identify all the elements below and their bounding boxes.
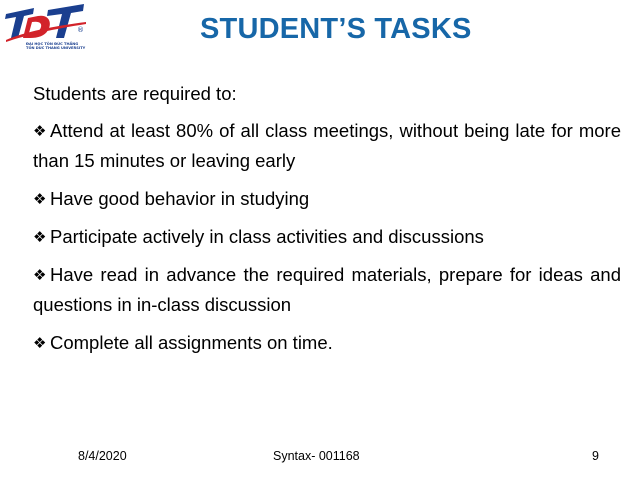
task-item bbox=[33, 116, 621, 176]
task-text: Complete all assignments on time. bbox=[50, 332, 333, 353]
task-item bbox=[33, 260, 621, 320]
task-item bbox=[33, 222, 621, 252]
task-item bbox=[33, 184, 621, 214]
task-text: Participate actively in class activities and discussions bbox=[50, 226, 484, 247]
logo-university-name-vn: ĐẠI HỌC TÔN ĐỨC THẮNG bbox=[26, 42, 79, 46]
task-text: Attend at least 80% of all class meetings, without being late for more than 15 minutes or leaving early bbox=[33, 120, 621, 171]
registered-mark: ® bbox=[77, 26, 84, 34]
diamond-bullet-icon: ❖ bbox=[33, 266, 47, 284]
logo-university-name-en: TON DUC THANG UNIVERSITY bbox=[26, 46, 86, 50]
diamond-bullet-icon: ❖ bbox=[33, 190, 47, 208]
intro-text: Students are required to: bbox=[33, 83, 237, 104]
task-item bbox=[33, 328, 621, 358]
task-text: Have read in advance the required materials, prepare for ideas and questions in in-class discussion bbox=[33, 264, 621, 315]
diamond-bullet-icon: ❖ bbox=[33, 334, 47, 352]
task-text: Have good behavior in studying bbox=[50, 188, 310, 209]
footer-page-number: 9 bbox=[592, 449, 599, 463]
diamond-bullet-icon: ❖ bbox=[33, 122, 47, 140]
slide-body bbox=[33, 79, 621, 366]
footer-date: 8/4/2020 bbox=[78, 449, 127, 463]
university-logo bbox=[4, 2, 88, 50]
tdt-logo-icon bbox=[4, 2, 88, 42]
diamond-bullet-icon: ❖ bbox=[33, 228, 47, 246]
slide-title: STUDENT’S TASKS bbox=[200, 13, 472, 45]
footer-course-code: Syntax- 001168 bbox=[273, 449, 360, 463]
